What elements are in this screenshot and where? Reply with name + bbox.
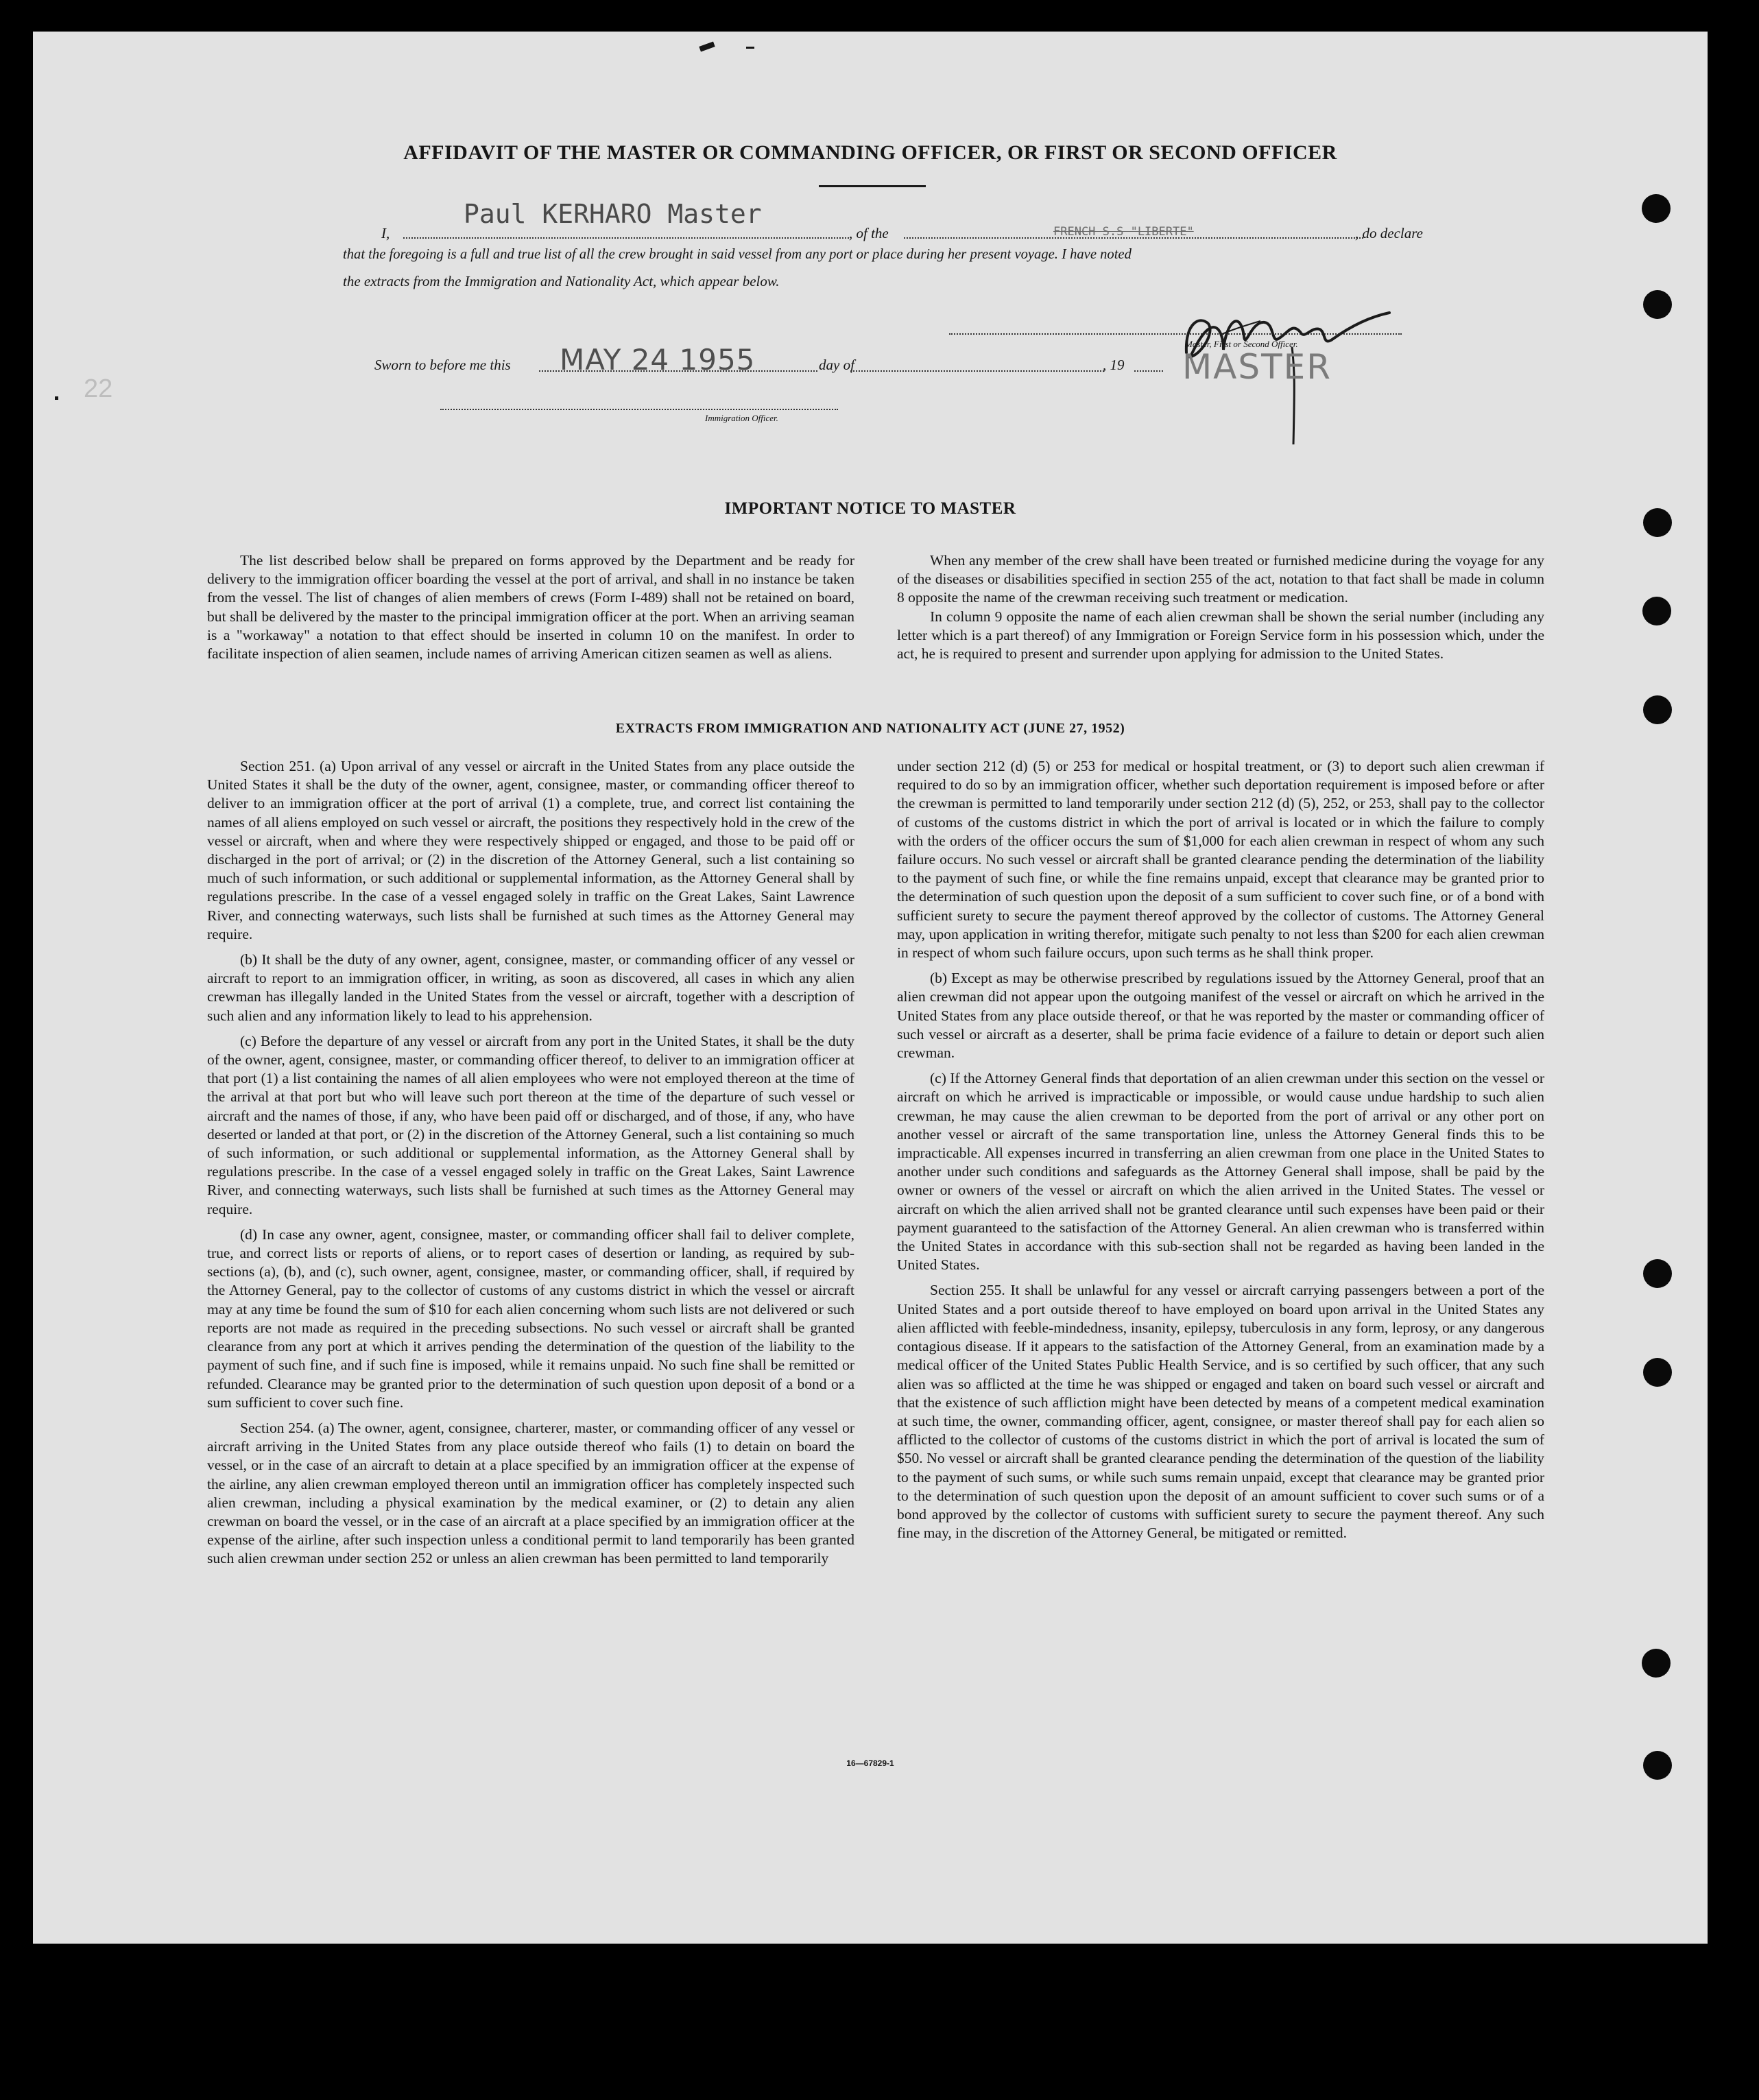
margin-note: 22 [84,374,113,403]
statute-paragraph: under section 212 (d) (5) or 253 for medical or hospital treatment, or (3) to deport such alien crewman if required to do so by an immigration officer, whether such deportation requirement is imposed before or after the crewman is permitted to land temporarily under section 212 (d) (5), 252, or 253, shall pay to the collector of customs of the customs district in which the port of arrival is located or in which the failure to comply with the orders of the officer occurs the sum of $1,000 for each alien crewman in respect of whom any such failure occurs. No such vessel or aircraft shall be granted clearance pending the determination of the liability to the payment of such fine, or while the fine remains unpaid, except that clearance may be granted prior to the determination of such question upon the deposit of a sum sufficient to cover such fine, or of a bond with sufficient surety to secure the payment thereof approved by the collector of customs. The Attorney General may, upon application in writing therefor, mitigate such penalty to not less than $200 for each alien crewman in respect of whom such failure occurs, upon such terms as he shall think proper. [897,758,1544,962]
binder-hole [1643,508,1672,537]
affidavit-title: AFFIDAVIT OF THE MASTER OR COMMANDING OFFICER, OR FIRST OR SECOND OFFICER [403,141,1337,164]
binder-hole [1642,1649,1671,1678]
scan-mark [699,41,715,51]
declaration-line-3: the extracts from the Immigration and Nationality Act, which appear below. [343,273,780,289]
binder-hole [1643,290,1672,319]
of-the-label: , of the [849,225,889,241]
binder-hole [1643,1751,1672,1780]
title-rule [819,185,926,187]
vessel-name: FRENCH S.S "LIBERTE" [1053,225,1194,239]
master-name: Paul KERHARO Master [464,199,762,229]
year-line [1134,370,1163,372]
statute-paragraph: Section 251. (a) Upon arrival of any vessel or aircraft in the United States from any place outside the United States it shall be the duty of the owner, agent, consignee, master, or commanding officer thereof to deliver to an immigration officer at the port of arrival (1) a complete, true, and correct list containing the names of all aliens employed on such vessel or aircraft, the positions they respectively hold in the crew of the vessel or aircraft, when and where they were respectively shipped or engaged, and those to be paid off or discharged in the port of arrival; or (2) in the discretion of the Attorney General, such a list containing so much of such information, or such additional or supplemental information, as the Attorney General shall by regulations prescribe. In the case of a vessel engaged solely in traffic on the Great Lakes, Saint Lawrence River, and connecting waterways, such lists shall be furnished at such times as the Attorney General may require. [207,758,854,942]
immigration-officer-label: Immigration Officer. [705,413,778,423]
statute-paragraph: Section 254. (a) The owner, agent, consignee, charterer, master, or commanding officer of any vessel or aircraft arriving in the United States from any place outside thereof who fails (1) to detain on board the vessel, or in the case of an aircraft to detain at a place specified by an immigration officer at the expense of the airline, any alien crewman employed thereon until an immigration officer has completely inspected such alien crewman, including a physical examination by the medical examiner, or (2) to detain any alien crewman on board the vessel, or in the case of an aircraft at a place specified by an immigration officer at the expense of the airline, after such inspection unless a conditional permit to land temporarily has been granted such alien crewman under section 252 or unless an alien crewman has been permitted to land temporarily [207,1419,854,1567]
sworn-date-stamp: MAY 24 1955 [560,343,756,377]
document-page [33,32,1708,1944]
month-line [850,370,1104,372]
statute-paragraph: (b) Except as may be otherwise prescribed by regulations issued by the Attorney General, proof that an alien crewman did not appear upon the outgoing manifest of the vessel or aircraft on which he arrived in the United States from any place outside thereof, or that he was reported by the master or commanding officer of such vessel or aircraft as a deserter, shall be prima facie evidence of a failure to detain or deport such alien crewman. [897,970,1544,1062]
binder-hole [1642,597,1671,625]
statute-paragraph: (c) Before the departure of any vessel or aircraft from any port in the United States, it shall be the duty of the owner, agent, consignee, master, or commanding officer thereof, to deliver to an immigration officer at that port (1) a list containing the names of all alien employees who were not employed thereon at the time of the arrival at that port but who will leave such port thereon at the time of the departure of such vessel or aircraft and the names of those, if any, who have been paid off or discharged, and of those, if any, who have deserted or landed at that port, or (2) in the discretion of the Attorney General, such a list containing so much of such information, or such additional or supplemental information, as the Attorney General shall by regulations prescribe. In the case of a vessel engaged solely in traffic on the Great Lakes, Saint Lawrence River, and connecting waterways, such lists shall be furnished at such times as the Attorney General may require. [207,1032,854,1217]
notice-paragraph: The list described below shall be prepared on forms approved by the Department and be ready for delivery to the immigration officer boarding the vessel at the port of arrival, and shall in no instance be taken from the vessel. The list of changes of alien members of crews (Form I-489) shall not be retained on board, but shall be delivered by the master to the principal immigration officer at the port. When an arriving seaman is a "workaway" a notation to that effect should be inserted in column 10 on the manifest. In order to facilitate inspection of alien seamen, include names of arriving American citizen seamen as well as aliens. [207,552,854,663]
signature-caption: Master, First or Second Officer. [1185,339,1298,349]
year-label: , 19 [1103,357,1125,373]
binder-hole [1643,1358,1672,1387]
scan-mark [55,396,58,400]
day-of-label: day of [819,357,854,373]
i-prefix: I, [381,225,390,241]
sworn-label: Sworn to before me this [374,357,511,373]
statute-paragraph: (b) It shall be the duty of any owner, agent, consignee, master, or commanding officer of any vessel or aircraft to report to an immigration officer, in writing, as soon as discovered, all cases in which any alien crewman has illegally landed in the United States from the vessel or aircraft, together with a description of such alien and any information likely to lead to his apprehension. [207,951,854,1024]
form-number: 16—67829-1 [846,1758,894,1768]
name-line [403,237,849,239]
binder-hole [1643,695,1672,724]
notice-title: IMPORTANT NOTICE TO MASTER [724,499,1016,518]
statute-paragraph: (d) In case any owner, agent, consignee, master, or commanding officer shall fail to deliver complete, true, and correct lists or reports of aliens, or to report cases of desertion or landing, as required by sub-sections (a), (b), and (c), such owner, agent, consignee, master, or commanding officer, shall, if required by the Attorney General, pay to the collector of customs of any customs district in which the vessel or aircraft may at any time be found the sum of $10 for each alien concerning whom such lists are not delivered or such reports are not made as required in the preceding subsections. No such vessel or aircraft shall be granted clearance from any port at which it arrives pending the determination of the question of the liability to the payment of such fine, and if such fine is imposed, while it remains unpaid. No such fine shall be remitted or refunded. Clearance may be granted prior to the determination of such question upon deposit of a bond or a sum sufficient to cover such fine. [207,1226,854,1411]
binder-hole [1642,194,1671,223]
statute-paragraph: Section 255. It shall be unlawful for any vessel or aircraft carrying passengers between a port of the United States and a port outside thereof to have employed on board upon arrival in the United States any alien afflicted with feeble-mindedness, insanity, epilepsy, tuberculosis in any form, leprosy, or any dangerous contagious disease. If it appears to the satisfaction of the Attorney General, from an examination made by a medical officer of the United States Public Health Service, and is so certified by such officer, that any such alien was so afflicted at the time he was shipped or engaged and taken on board such vessel or aircraft and that the existence of such affliction might have been detected by means of a competent medical examination at such time, the owner, commanding officer, agent, consignee, or master thereof shall pay for each alien so afflicted to the collector of customs of the customs district in which the port of arrival is located the sum of $50. No vessel or aircraft shall be granted clearance pending the determination of the question of the liability to the payment of such sums, or while such sums remain unpaid, except that clearance may be granted prior to the determination of such question upon the deposit of an amount sufficient to cover such sums or of a bond approved by the collector of customs with sufficient surety to secure the payment thereof. Any such fine may, in the discretion of the Attorney General, be mitigated or remitted. [897,1282,1544,1542]
binder-hole [1643,1259,1672,1288]
extracts-right-column [897,757,1544,1549]
scan-mark [746,47,754,49]
notice-paragraph: When any member of the crew shall have been treated or furnished medicine during the voyage for any of the diseases or disabilities specified in section 255 of the act, notation to that fact shall be made in column 8 opposite the name of the crewman receiving such treatment or medication. [897,552,1544,606]
notice-left-column [207,551,854,670]
declaration-line-2: that the foregoing is a full and true list of all the crew brought in said vessel from any port or place during her present voyage. I have noted [343,247,1132,262]
statute-paragraph: (c) If the Attorney General finds that deportation of an alien crewman under this section on the vessel or aircraft on which he arrived is impracticable or impossible, or would cause undue hardship to such alien crewman, he may cause the alien crewman to be deported from the port of arrival or any other port on another vessel or aircraft of the same transportation line, unless the Attorney General finds this to be impracticable. All expenses incurred in transferring an alien crewman from one place in the United States to another under such conditions and safeguards as the Attorney General shall impose, shall be paid by the owner or owners of the vessel or aircraft on which the alien arrived in the United States. The vessel or aircraft on which the alien arrived shall not be granted clearance until such expenses have been paid or their payment guaranteed to the satisfaction of the Attorney General. An alien crewman who is transferred within the United States in accordance with this sub-section shall not be regarded as having been landed in the United States. [897,1070,1544,1274]
officer-line [440,409,838,410]
extracts-title: EXTRACTS FROM IMMIGRATION AND NATIONALITY ACT (JUNE 27, 1952) [615,721,1125,736]
do-declare-label: , do declare [1355,225,1423,241]
notice-right-column [897,551,1544,670]
notice-paragraph: In column 9 opposite the name of each alien crewman shall be shown the serial number (including any letter which is a part thereof) of any Immigration or Foreign Service form in his possession which, under the act, he is required to present and surrender upon applying for admission to the United States. [897,608,1544,663]
extracts-left-column [207,757,854,1575]
master-stamp: MASTER [1182,347,1332,387]
